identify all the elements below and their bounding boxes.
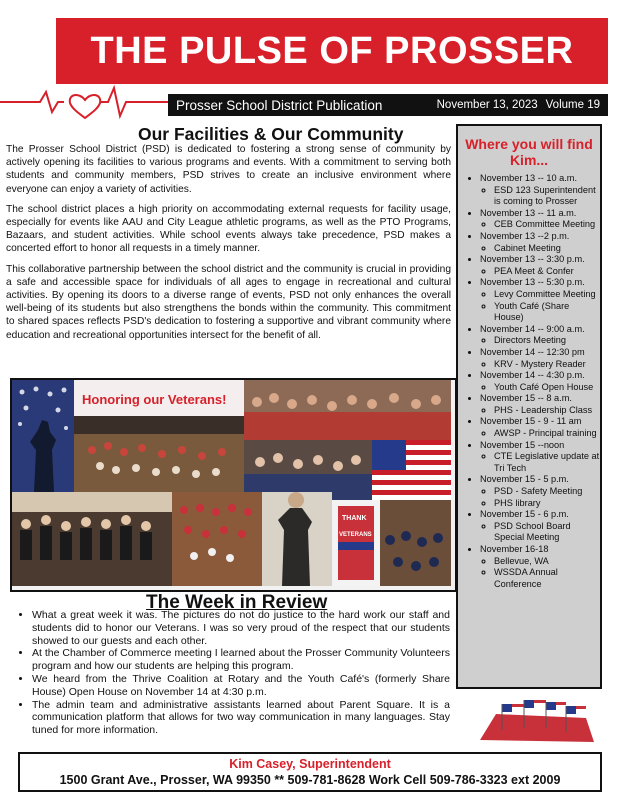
article-paragraph: The school district places a high priority on accommodating external requests for facility usage, especially for events like AAU and City League athletic programs, as well as the PTO Programs, Bazaars, and student activities. While school events always take precedence, PSD makes a concerted effort to honor all requests in a timely manner. <box>6 203 451 255</box>
schedule-item: ◦ Bellevue, WA <box>494 556 600 568</box>
schedule-entry <box>480 347 600 370</box>
schedule-time: November 13 -- 3:30 p.m. <box>480 254 585 265</box>
issue-volume: Volume 19 <box>545 99 600 111</box>
newsletter-title: THE PULSE OF PROSSER <box>90 29 574 72</box>
masthead-banner <box>56 18 608 84</box>
schedule-entry <box>480 544 600 590</box>
schedule-item: ◦ PSD - Safety Meeting <box>494 486 600 498</box>
schedule-entry <box>480 509 600 544</box>
schedule-item: ◦ Youth Café (Share House) <box>494 301 600 324</box>
schedule-entry <box>480 474 600 509</box>
schedule-item: ◦ PEA Meet & Confer <box>494 266 600 278</box>
list-item: • We heard from the Thrive Coalition at Rotary and the Youth Café's (formerly Share House) Open House on November 14 at 4:30 p.m. <box>32 673 450 699</box>
schedule-item: ◦ CTE Legislative update at Tri Tech <box>494 451 600 474</box>
schedule-time: November 13 -- 5:30 p.m. <box>480 277 585 288</box>
schedule-entry <box>480 324 600 347</box>
schedule-time: November 14 -- 12:30 pm <box>480 346 585 357</box>
flags-photo <box>476 694 598 744</box>
schedule-item: ◦ Cabinet Meeting <box>494 243 600 255</box>
publication-name: Prosser School District Publication <box>176 97 383 113</box>
schedule-entry <box>480 208 600 231</box>
schedule-item: ◦ Levy Committee Meeting <box>494 289 600 301</box>
schedule-item: ◦ PSD School Board Special Meeting <box>494 521 600 544</box>
sidebar-title: Where you will find Kim... <box>465 136 593 168</box>
collage-caption: Honoring our Veterans! <box>82 392 227 407</box>
schedule-time: November 15 - 5 p.m. <box>480 474 569 485</box>
schedule-time: November 13 -- 10 a.m. <box>480 173 578 183</box>
schedule-time: November 14 -- 4:30 p.m. <box>480 370 585 381</box>
schedule-item: ◦ AWSP - Principal training <box>494 428 600 440</box>
schedule-item: ◦ KRV - Mystery Reader <box>494 359 600 371</box>
article-paragraph: This collaborative partnership between the school district and the community is crucial in providing a safe and accessible space for individuals of all ages to engage in recreational and cultural activities. By opening its doors to a diverse range of events, PSD not only enhances the overall well-being of its students but also strengthens the bonds within the community. This commitment to shared spaces reflects PSD's dedication to fostering a supportive and vibrant community where education and recreational opportunities intersect for the benefit of all. <box>6 263 451 341</box>
schedule-entry <box>480 440 600 475</box>
schedule-list <box>458 173 600 590</box>
schedule-item: ◦ CEB Committee Meeting <box>494 219 600 231</box>
schedule-entry <box>480 254 600 277</box>
week-in-review-list <box>6 609 450 737</box>
schedule-item: ◦ WSSDA Annual Conference <box>494 567 600 590</box>
schedule-time: November 14 -- 9:00 a.m. <box>480 323 585 334</box>
schedule-entry <box>480 173 600 208</box>
schedule-item: ◦ Directors Meeting <box>494 335 600 347</box>
article-paragraph: The Prosser School District (PSD) is dedicated to fostering a strong sense of community by actively opening its facilities to various programs and events. With a commitment to serving both students and community members, PSD strives to create an inclusive environment where everyone can enjoy a variety of activities. <box>6 144 451 195</box>
schedule-item: ◦ Youth Café Open House <box>494 382 600 394</box>
schedule-time: November 15 - 9 - 11 am <box>480 416 582 427</box>
collage-image <box>12 380 451 586</box>
list-item: • The admin team and administrative assistants learned about Parent Square. It is a communication platform that allows for two way communication in many languages. Stay tuned for more information. <box>32 699 450 737</box>
schedule-entry <box>480 393 600 416</box>
schedule-sidebar <box>456 124 602 689</box>
schedule-time: November 13 --2 p.m. <box>480 230 570 241</box>
contact-info: 1500 Grant Ave., Prosser, WA 99350 ** 509-781-8628 Work Cell 509-786-3323 ext 2009 <box>59 773 561 787</box>
veterans-photo-collage <box>10 378 457 592</box>
article-title: Our Facilities & Our Community <box>138 124 404 144</box>
schedule-time: November 13 -- 11 a.m. <box>480 207 577 218</box>
week-in-review-title: The Week in Review <box>146 592 328 613</box>
schedule-item: ◦ ESD 123 Superintendent is coming to Prosser <box>494 185 600 208</box>
publication-bar <box>168 94 608 116</box>
article-body <box>6 143 451 349</box>
schedule-time: November 15 - 6 p.m. <box>480 509 569 520</box>
schedule-item: ◦ PHS library <box>494 498 600 510</box>
schedule-entry <box>480 277 600 323</box>
schedule-time: November 15 --noon <box>480 439 565 450</box>
superintendent-name: Kim Casey, Superintendent <box>229 757 391 771</box>
schedule-entry <box>480 370 600 393</box>
schedule-time: November 15 -- 8 a.m. <box>480 393 572 404</box>
schedule-entry <box>480 416 600 439</box>
issue-date: November 13, 2023 <box>436 99 538 111</box>
sign-veterans: VETERANS <box>339 532 372 538</box>
list-item: • At the Chamber of Commerce meeting I learned about the Prosser Community Volunteers program and how our students are helping this program. <box>32 647 450 673</box>
schedule-item: ◦ PHS - Leadership Class <box>494 405 600 417</box>
footer-contact-box <box>18 752 602 792</box>
sign-thank: THANK <box>342 515 367 522</box>
list-item: • What a great week it was. The pictures do not do justice to the hard work our staff and students did to honor our Veterans. I was so very proud of the respect that our students showed to our guests and each other. <box>32 609 450 647</box>
schedule-entry <box>480 231 600 254</box>
schedule-time: November 16-18 <box>480 544 549 554</box>
